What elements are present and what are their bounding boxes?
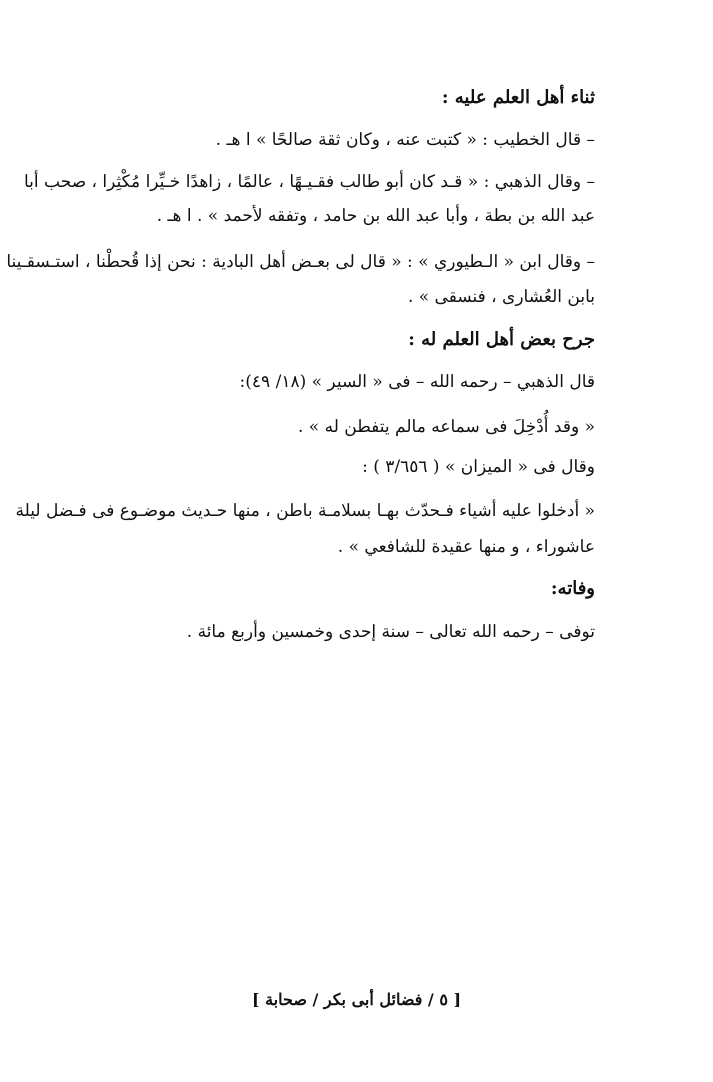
tuyuri-quote-line-1: – وقال ابن « الـطيوري » : « قال لى بعـض أهل البادية : نحن إذا قُحطْنا ، استـسقـينا xyxy=(6,252,595,272)
siyar-intro: قال الذهبي – رحمه الله – فى « السير » (١٨/ ٤٩): xyxy=(239,372,595,392)
death-text: توفى – رحمه الله تعالى – سنة إحدى وخمسين وأربع مائة . xyxy=(186,622,595,642)
khatib-quote: – قال الخطيب : « كتبت عنه ، وكان ثقة صالحًا » ا هـ . xyxy=(215,130,595,150)
criticism-heading: جرح بعض أهل العلم له : xyxy=(408,329,595,350)
page-footer: [ ٥ / فضائل أبى بكر / صحابة ] xyxy=(251,990,462,1009)
death-heading: وفاته: xyxy=(550,578,595,599)
mizan-quote-line-1: « أدخلوا عليه أشياء فـحدّث بهـا بسلامـة باطن ، منها حـديث موضـوع فى فـضل ليلة xyxy=(15,501,595,521)
dhahabi-quote-line-1: – وقال الذهبي : « قـد كان أبو طالب فقـيـهًا ، عالمًا ، زاهدًا خـيِّرا مُكْثِرا ، صحب أبا xyxy=(24,172,595,192)
siyar-quote: « وقد أُدْخِلَ فى سماعه مالم يتفطن له » . xyxy=(297,417,595,437)
mizan-quote-line-2: عاشوراء ، و منها عقيدة للشافعي » . xyxy=(337,537,595,557)
mizan-intro: وقال فى « الميزان » ( ٣/٦٥٦ ) : xyxy=(362,457,595,477)
tuyuri-quote-line-2: بابن العُشارى ، فنسقى » . xyxy=(407,287,595,307)
praise-heading: ثناء أهل العلم عليه : xyxy=(441,87,595,108)
dhahabi-quote-line-2: عبد الله بن بطة ، وأبا عبد الله بن حامد ، وتفقه لأحمد » . ا هـ . xyxy=(156,206,595,226)
